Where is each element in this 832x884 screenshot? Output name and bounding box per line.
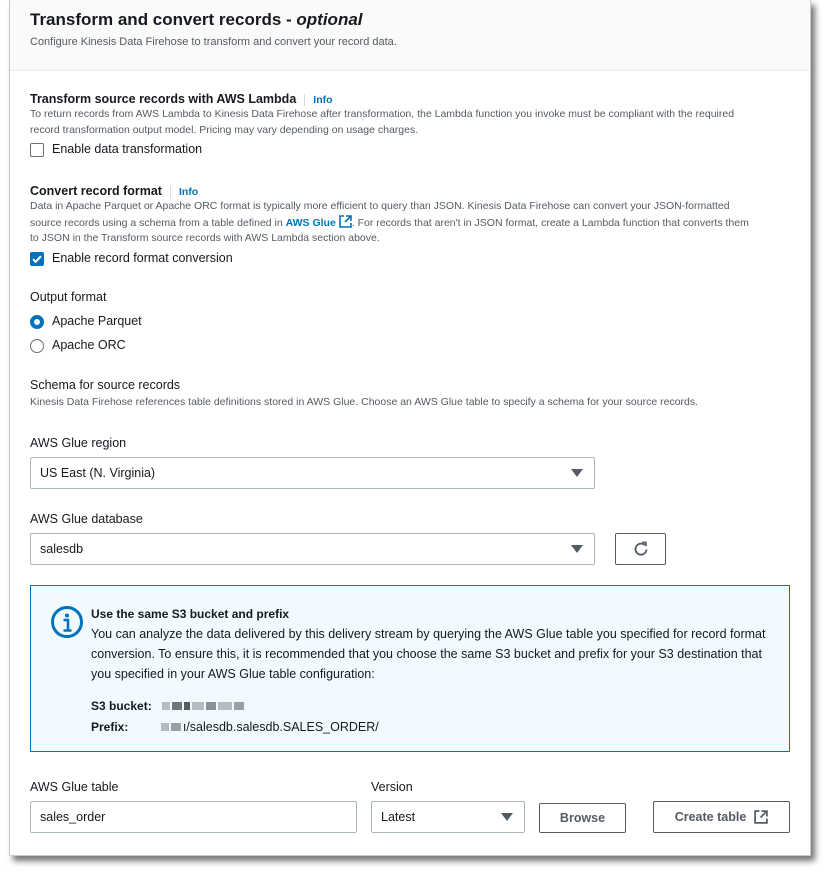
transform-info-link[interactable]: Info (304, 94, 332, 106)
radio-apache-parquet-label[interactable]: Apache Parquet (52, 314, 142, 328)
glue-region-select[interactable]: US East (N. Virginia) (30, 457, 595, 489)
refresh-icon (632, 540, 650, 558)
glue-region-label: AWS Glue region (30, 436, 127, 450)
checkmark-icon (31, 253, 43, 265)
caret-down-icon (571, 545, 583, 553)
enable-conversion-label[interactable]: Enable record format conversion (52, 251, 233, 265)
transform-description: To return records from AWS Lambda to Kinesis Data Firehose after transformation, the Lambda function you invoke must be compliant with the required record transformation output model. Pricing may vary depending on usage charges. (30, 108, 735, 136)
aws-glue-link[interactable]: AWS Glue (286, 217, 352, 229)
caret-down-icon (501, 813, 513, 821)
transform-convert-panel (9, 0, 811, 856)
prefix-row: Prefix: ı/salesdb.salesdb.SALES_ORDER/ (91, 720, 379, 734)
info-circle-icon (50, 605, 84, 639)
panel-header (10, 0, 810, 71)
browse-button[interactable]: Browse (539, 803, 626, 833)
external-link-icon (754, 810, 768, 824)
panel-description: Configure Kinesis Data Firehose to transform and convert your record data. (30, 36, 397, 48)
glue-database-label: AWS Glue database (30, 512, 143, 526)
radio-apache-orc[interactable] (30, 339, 44, 353)
s3-info-alert (30, 585, 790, 752)
alert-title: Use the same S3 bucket and prefix (91, 607, 290, 621)
convert-info-link[interactable]: Info (170, 186, 198, 198)
s3-bucket-value-redacted (162, 697, 246, 715)
alert-body: You can analyze the data delivered by this delivery stream by querying the AWS Glue table you specified for record format conversion. To ensure this, it is recommended that you choose the same S3 bucket and prefix for your S3 destination that you specified in your AWS Glue table configuration: (91, 627, 766, 681)
glue-table-input[interactable]: sales_order (30, 801, 357, 833)
version-select[interactable]: Latest (371, 801, 525, 833)
refresh-button[interactable] (615, 533, 666, 565)
external-link-icon (339, 215, 352, 228)
convert-heading: Convert record format Info (30, 184, 199, 198)
s3-bucket-row: S3 bucket: (91, 697, 246, 715)
version-label: Version (371, 780, 413, 794)
schema-label: Schema for source records (30, 378, 181, 392)
radio-apache-parquet[interactable] (30, 315, 44, 329)
enable-transformation-checkbox[interactable] (30, 143, 44, 157)
create-table-button[interactable]: Create table (653, 801, 790, 833)
schema-description: Kinesis Data Firehose references table definitions stored in AWS Glue. Choose an AWS Glue table to specify a schema for your source records. (30, 396, 699, 408)
enable-conversion-checkbox[interactable] (30, 252, 44, 266)
prefix-redacted (161, 718, 183, 736)
transform-heading: Transform source records with AWS Lambda Info (30, 92, 333, 106)
enable-transformation-label[interactable]: Enable data transformation (52, 142, 203, 156)
panel-title: Transform and convert records - optional (30, 10, 363, 29)
convert-description: Data in Apache Parquet or Apache ORC format is typically more efficient to query than JSON. Kinesis Data Firehose can convert your JSON-formatted source records using a schema from a table defined in AWS Glue . For records that aren't in JSON format, create a Lambda function that converts them to JSON in the Transform source records with AWS Lambda section above. (30, 200, 749, 244)
glue-database-select[interactable]: salesdb (30, 533, 595, 565)
glue-table-label: AWS Glue table (30, 780, 119, 794)
output-format-label: Output format (30, 290, 107, 304)
radio-apache-orc-label[interactable]: Apache ORC (52, 338, 126, 352)
caret-down-icon (571, 469, 583, 477)
